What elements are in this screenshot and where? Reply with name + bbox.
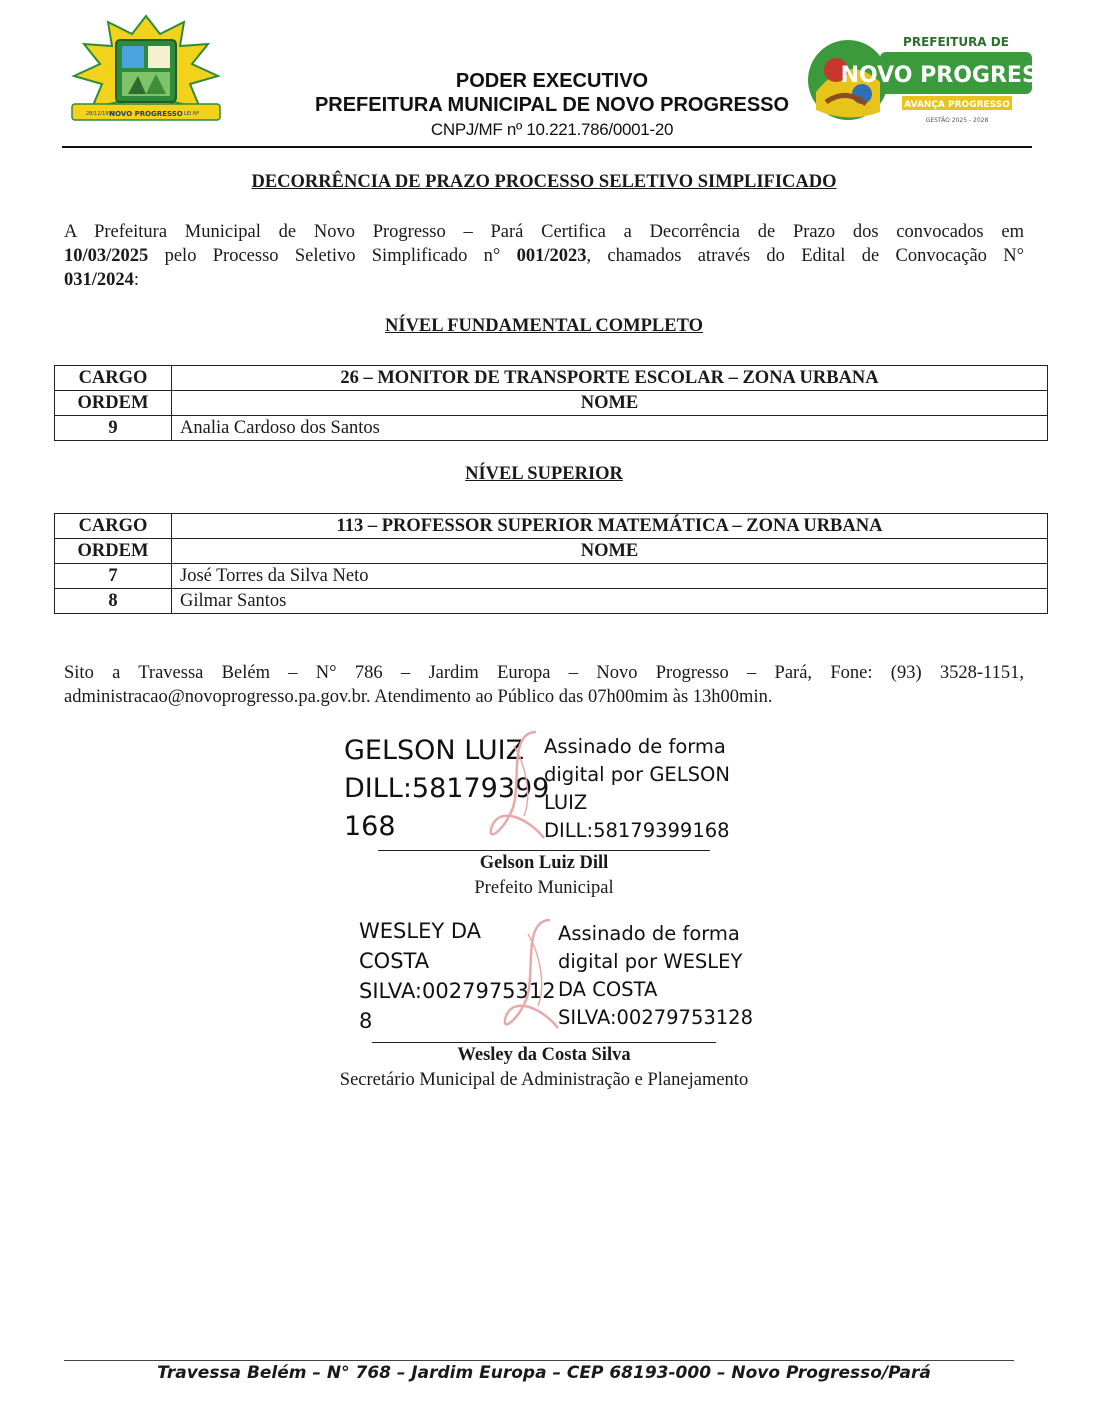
brand-top-text: PREFEITURA DE <box>903 35 1009 49</box>
intro-paragraph <box>64 220 1024 292</box>
signatory-role-2: Secretário Municipal de Administração e Planejamento <box>339 1070 749 1090</box>
stamp-note-line: SILVA:00279753128 <box>558 1006 753 1029</box>
nome-label: NOME <box>172 391 1048 416</box>
signatory-role-1: Prefeito Municipal <box>474 878 614 898</box>
footer-divider <box>64 1360 1014 1361</box>
intro-colon: : <box>133 270 140 290</box>
cargo-value: 113 – PROFESSOR SUPERIOR MATEMÁTICA – ZONA URBANA <box>172 514 1048 539</box>
svg-text:28/12/1991: 28/12/1991 <box>86 111 115 117</box>
table-row <box>55 564 1048 589</box>
header-cnpj: CNPJ/MF nº 10.221.786/0001-20 <box>430 120 674 139</box>
intro-line-3 <box>64 268 1024 292</box>
stamp-note-line: DILL:58179399168 <box>544 819 730 842</box>
edital-number: 031/2024 <box>64 270 134 290</box>
nome-cell: José Torres da Silva Neto <box>172 564 1048 589</box>
nome-cell: Analia Cardoso dos Santos <box>172 416 1048 441</box>
nome-label: NOME <box>172 539 1048 564</box>
table-row <box>55 416 1048 441</box>
table-superior <box>54 513 1048 614</box>
ordem-cell: 8 <box>55 589 172 614</box>
brand-tagline: AVANÇA PROGRESSO <box>904 100 1010 110</box>
signature-stamp-note-1 <box>544 733 754 845</box>
stamp-note-line: digital por GELSON <box>544 763 730 786</box>
section-title-superior: NÍVEL SUPERIOR <box>465 464 623 484</box>
signatory-name-1: Gelson Luiz Dill <box>479 853 609 873</box>
document-title: DECORRÊNCIA DE PRAZO PROCESSO SELETIVO SIMPLIFICADO <box>251 172 837 192</box>
intro-text-mid: pelo Processo Seletivo Simplificado n° <box>148 246 517 266</box>
table-row-cargo <box>55 514 1048 539</box>
stamp-name-line: DILL:58179399 <box>344 773 550 804</box>
address-paragraph <box>64 661 1024 709</box>
table-fundamental <box>54 365 1048 441</box>
brand-main-text: NOVO PROGRESSO <box>840 63 1072 88</box>
ordem-label: ORDEM <box>55 391 172 416</box>
header-power: PODER EXECUTIVO <box>455 70 649 92</box>
stamp-name-line: GELSON LUIZ <box>344 735 525 766</box>
ordem-cell: 7 <box>55 564 172 589</box>
stamp-note-line: Assinado de forma <box>558 922 740 945</box>
stamp-note-line: digital por WESLEY <box>558 950 743 973</box>
footer-address: Travessa Belém – N° 768 – Jardim Europa – CEP 68193-000 – Novo Progresso/Pará <box>157 1363 931 1383</box>
header-prefeitura: PREFEITURA MUNICIPAL DE NOVO PROGRESSO <box>314 94 790 116</box>
address-line-1: Sito a Travessa Belém – N° 786 – Jardim Europa – Novo Progresso – Pará, Fone: (93) 3528-1151, <box>64 663 1024 683</box>
table-row-cargo <box>55 366 1048 391</box>
stamp-name-line: 8 <box>359 1009 373 1033</box>
convocation-date: 10/03/2025 <box>64 246 149 266</box>
stamp-note-line: LUIZ <box>544 791 588 814</box>
cargo-label: CARGO <box>55 366 172 391</box>
table-row-header <box>55 539 1048 564</box>
stamp-note-line: Assinado de forma <box>544 735 726 758</box>
address-line-2: administracao@novoprogresso.pa.gov.br. Atendimento ao Público das 07h00mim às 13h00min. <box>64 687 773 707</box>
stamp-note-line: DA COSTA <box>558 978 658 1001</box>
section-title-fundamental: NÍVEL FUNDAMENTAL COMPLETO <box>385 316 703 336</box>
signature-stamp-note-2 <box>558 920 768 1032</box>
intro-line-1: A Prefeitura Municipal de Novo Progresso – Pará Certifica a Decorrência de Prazo dos convocados em <box>64 222 1024 242</box>
signature-mark-icon <box>478 726 548 848</box>
signature-line-2 <box>372 1042 716 1043</box>
stamp-name-line: 168 <box>344 811 396 842</box>
table-row <box>55 589 1048 614</box>
signature-line-1 <box>378 850 710 851</box>
brand-term: GESTÃO 2025 - 2028 <box>925 117 989 124</box>
process-number: 001/2023 <box>516 246 587 266</box>
cargo-value: 26 – MONITOR DE TRANSPORTE ESCOLAR – ZONA URBANA <box>172 366 1048 391</box>
crest-banner-text: NOVO PROGRESSO <box>109 110 183 118</box>
stamp-name-line: WESLEY DA <box>359 919 482 943</box>
stamp-name-line: COSTA <box>359 949 430 973</box>
intro-text-end: , chamados através do Edital de Convocação N° <box>586 246 1024 266</box>
header-divider <box>62 146 1032 148</box>
intro-line-2 <box>64 244 1024 268</box>
signatory-name-2: Wesley da Costa Silva <box>457 1045 631 1065</box>
signature-mark-icon <box>492 914 562 1038</box>
table-row-header <box>55 391 1048 416</box>
svg-text:LEI Nº: LEI Nº <box>184 111 200 117</box>
stamp-name-line: SILVA:0027975312 <box>359 979 556 1003</box>
cargo-label: CARGO <box>55 514 172 539</box>
nome-cell: Gilmar Santos <box>172 589 1048 614</box>
ordem-cell: 9 <box>55 416 172 441</box>
ordem-label: ORDEM <box>55 539 172 564</box>
